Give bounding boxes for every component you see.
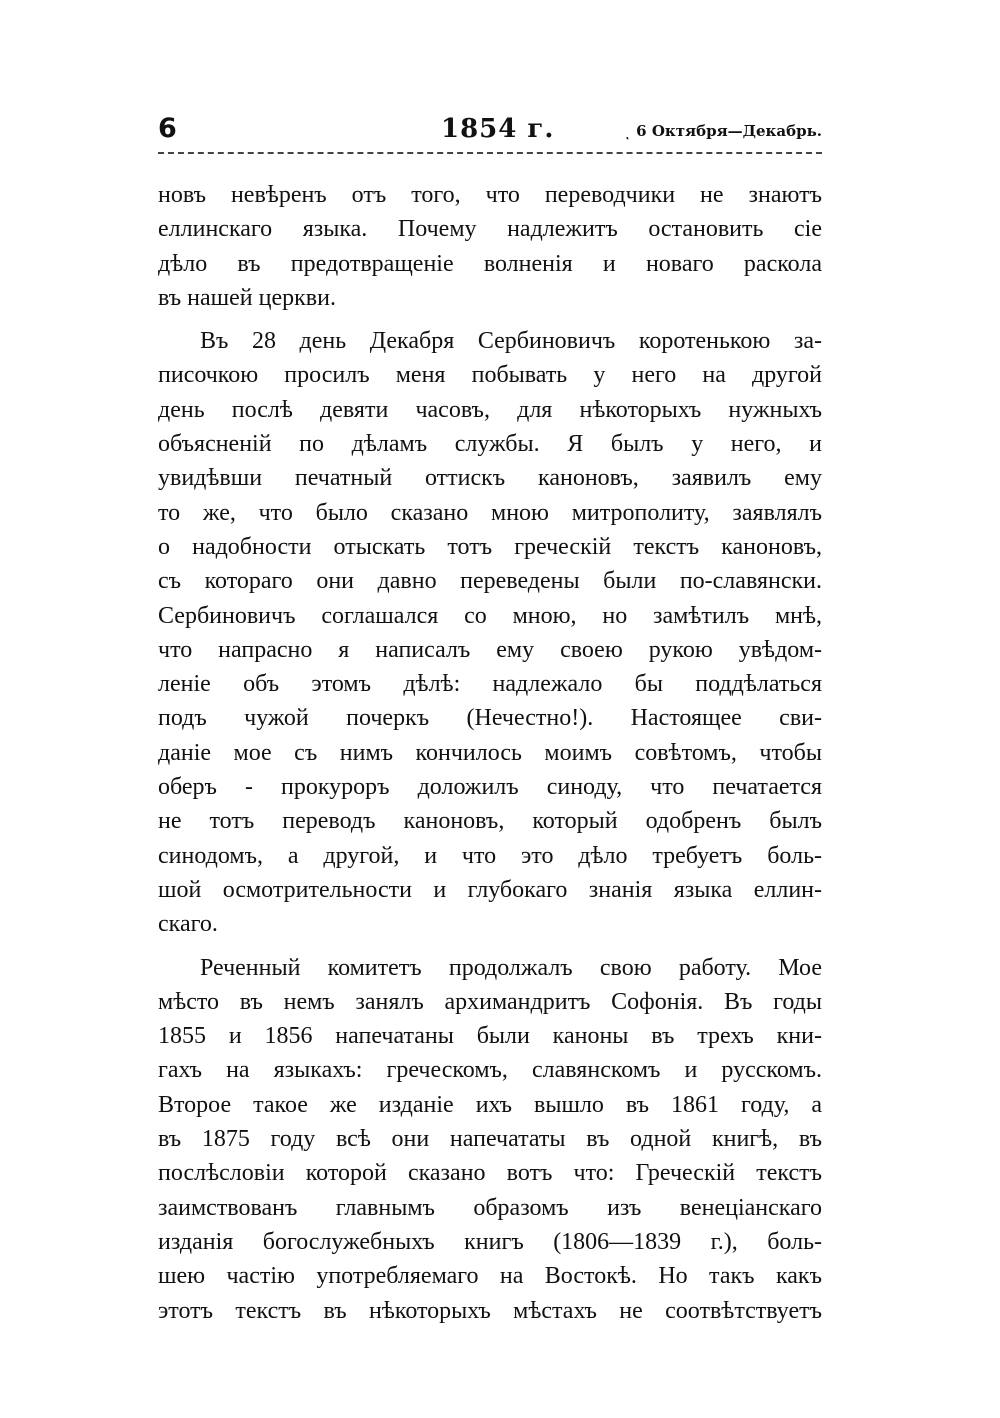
- text-line: леніе объ этомъ дѣлѣ: надлежало бы поддѣлаться: [158, 671, 822, 698]
- text-line: Въ 28 день Декабря Сербиновичъ коротенькою за-: [200, 328, 822, 355]
- text-line: 1855 и 1856 напечатаны были каноны въ трехъ кни-: [158, 1023, 822, 1050]
- text-line: еллинскаго языка. Почему надлежитъ остановить сіе: [158, 216, 822, 243]
- text-line: о надобности отыскать тотъ греческій текстъ каноновъ,: [158, 533, 822, 560]
- text-line: даніе мое съ нимъ кончилось моимъ совѣтомъ, чтобы: [158, 739, 822, 766]
- text-line: съ котораго они давно переведены были по-славянски.: [158, 568, 822, 595]
- header-rule: [158, 152, 822, 154]
- text-line: что напрасно я написалъ ему своею рукою увѣдом-: [158, 636, 822, 663]
- text-line: писочкою просилъ меня побывать у него на другой: [158, 362, 822, 389]
- text-line: послѣсловіи которой сказано вотъ что: Греческій текстъ: [158, 1160, 822, 1187]
- running-header: [158, 112, 822, 156]
- paragraph: [158, 324, 822, 941]
- text-line: синодомъ, а другой, и что это дѣло требуетъ боль-: [158, 842, 822, 869]
- text-line: подъ чужой почеркъ (Нечестно!). Настоящее сви-: [158, 705, 822, 732]
- text-line: шой осмотрительности и глубокаго знанія языка еллин-: [158, 876, 822, 903]
- text-line: въ нашей церкви.: [158, 284, 336, 311]
- text-line: Второе такое же изданіе ихъ вышло въ 1861 году, а: [158, 1091, 822, 1118]
- text-line: Реченный комитетъ продолжалъ свою работу. Мое: [200, 954, 822, 981]
- body-text: [158, 178, 822, 1328]
- paragraph: [158, 951, 822, 1328]
- text-line: въ 1875 году всѣ они напечататы въ одной книгѣ, въ: [158, 1126, 822, 1153]
- text-line: не тотъ переводъ каноновъ, который одобренъ былъ: [158, 808, 822, 835]
- text-line: заимствованъ главнымъ образомъ изъ венеціанскаго: [158, 1194, 822, 1221]
- text-line: гахъ на языкахъ: греческомъ, славянскомъ и русскомъ.: [158, 1057, 822, 1084]
- text-line: день послѣ девяти часовъ, для нѣкоторыхъ нужныхъ: [158, 396, 822, 423]
- text-line: Сербиновичъ соглашался со мною, но замѣтилъ мнѣ,: [158, 602, 822, 629]
- page-number: 6: [158, 113, 177, 144]
- text-line: скаго.: [158, 911, 218, 938]
- text-line: шею частію употребляемаго на Востокѣ. Но такъ какъ: [158, 1263, 822, 1290]
- text-line: дѣло въ предотвращеніе волненія и новаго раскола: [158, 250, 822, 277]
- text-line: изданія богослужебныхъ книгъ (1806—1839 г.), боль-: [158, 1228, 822, 1255]
- running-date-range: ͺ 6 Октября—Декабрь.: [623, 122, 822, 140]
- running-year: 1854 г.: [441, 114, 555, 144]
- text-line: новъ невѣренъ отъ того, что переводчики не знаютъ: [158, 182, 822, 208]
- text-line: этотъ текстъ въ нѣкоторыхъ мѣстахъ не соотвѣтствуетъ: [158, 1297, 822, 1324]
- text-line: то же, что было сказано мною митрополиту, заявлялъ: [158, 499, 822, 526]
- text-line: объясненій по дѣламъ службы. Я былъ у него, и: [158, 431, 822, 458]
- paragraph: [158, 178, 822, 315]
- text-line: мѣсто въ немъ занялъ архимандритъ Софонія. Въ годы: [158, 988, 822, 1015]
- text-line: увидѣвши печатный оттискъ каноновъ, заявилъ ему: [158, 465, 822, 492]
- text-line: оберъ - прокуроръ доложилъ синоду, что печатается: [158, 774, 822, 801]
